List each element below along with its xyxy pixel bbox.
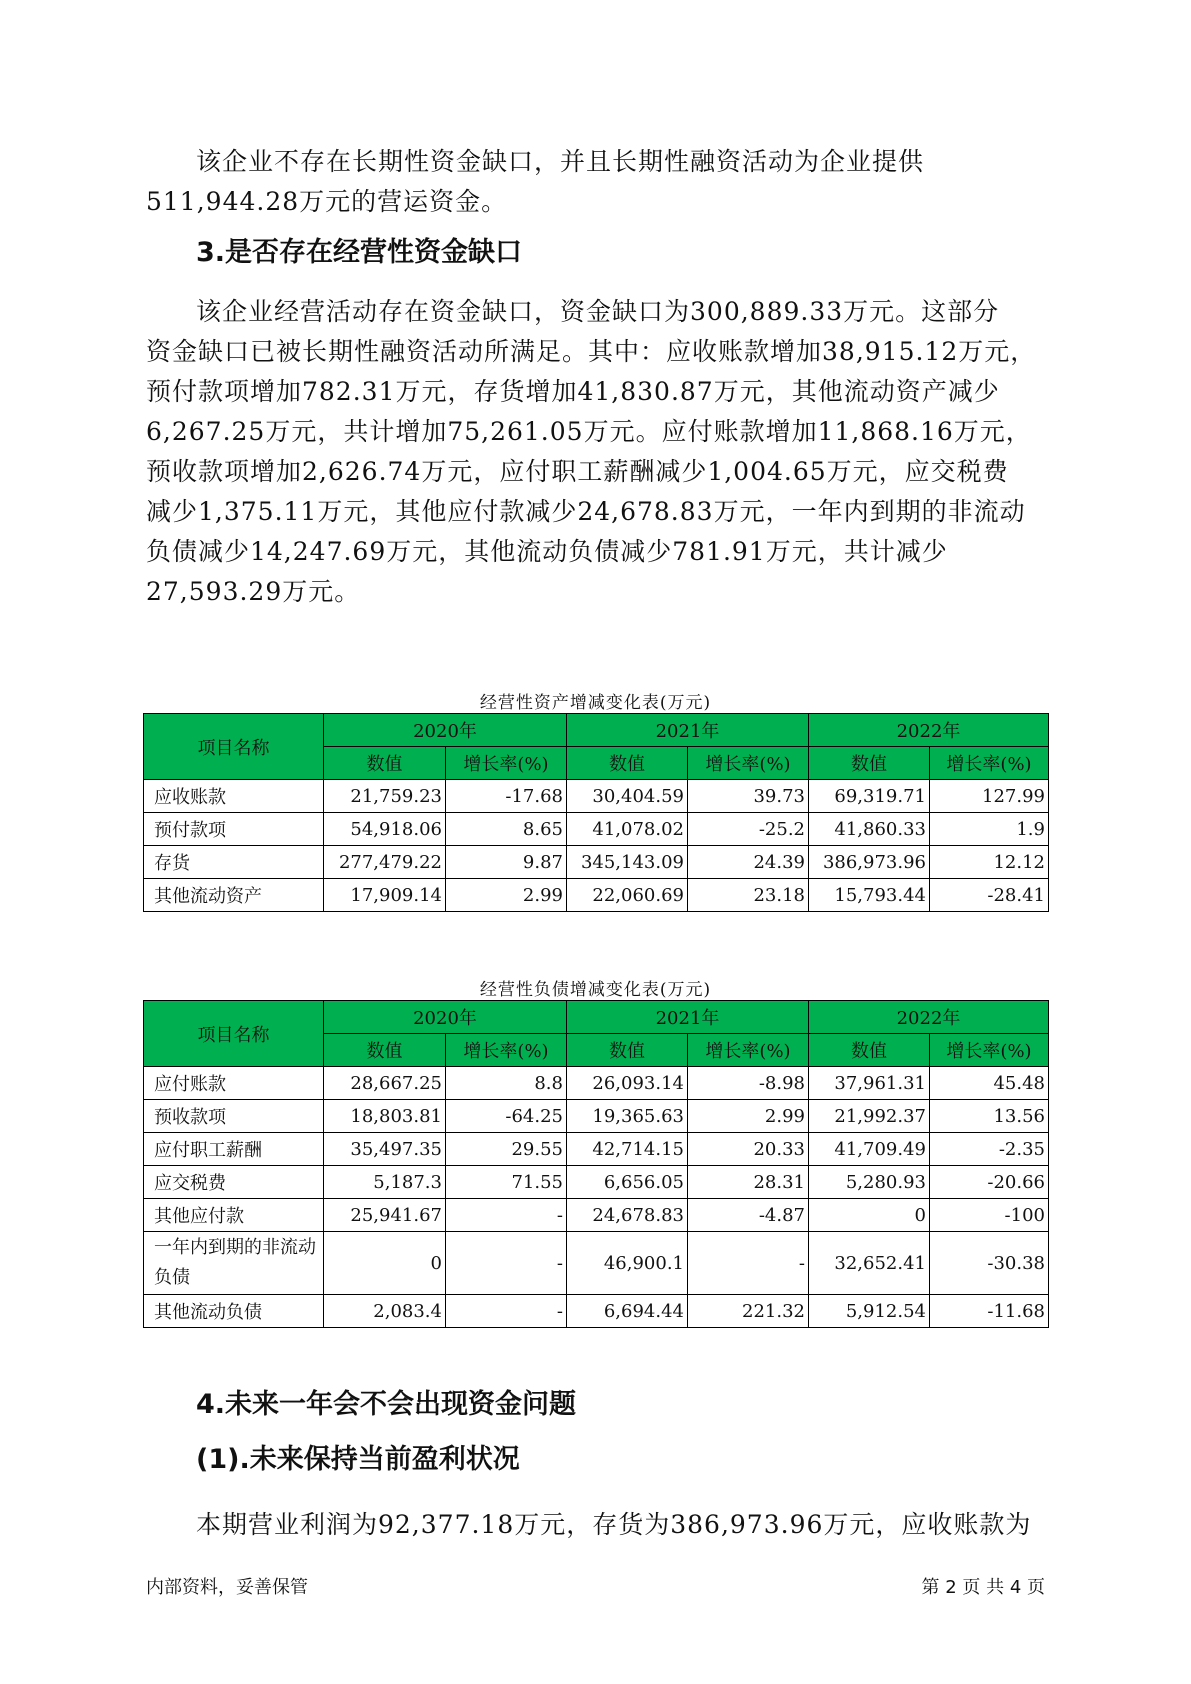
value-header: 数值 [809,747,930,780]
table-row [144,1133,1049,1166]
text-line: 该企业经营活动存在资金缺口，资金缺口为300,889.33万元。这部分 [196,297,1000,326]
year-header: 2022年 [809,714,1049,747]
growth-rate-header: 增长率(%) [930,1034,1049,1067]
paragraph-profit [146,1505,1066,1545]
year-header: 2020年 [324,714,567,747]
growth-rate-cell: -100 [930,1199,1049,1232]
growth-rate-cell: -2.35 [930,1133,1049,1166]
value-cell: 42,714.15 [567,1133,688,1166]
growth-rate-cell: 2.99 [446,879,567,912]
value-cell: 5,280.93 [809,1166,930,1199]
growth-rate-cell: -30.38 [930,1232,1049,1295]
value-cell: 6,656.05 [567,1166,688,1199]
section-heading: 3.是否存在经营性资金缺口 [196,237,523,268]
growth-rate-cell: 71.55 [446,1166,567,1199]
growth-rate-cell: - [446,1295,567,1328]
value-header: 数值 [567,747,688,780]
row-item-name: 应付账款 [144,1067,324,1100]
growth-rate-cell: - [688,1232,809,1295]
value-cell: 0 [324,1232,446,1295]
row-item-name: 应交税费 [144,1166,324,1199]
value-cell: 17,909.14 [324,879,446,912]
table-row [144,1295,1049,1328]
growth-rate-cell: 39.73 [688,780,809,813]
row-item-name: 存货 [144,846,324,879]
row-item-name: 其他应付款 [144,1199,324,1232]
operating-assets-table [143,713,1049,912]
growth-rate-cell: 8.8 [446,1067,567,1100]
text-line: 负债减少14,247.69万元，其他流动负债减少781.91万元，共计减少 [146,537,948,566]
paragraph-operating-gap [146,292,1066,612]
growth-rate-header: 增长率(%) [688,1034,809,1067]
row-item-name: 其他流动资产 [144,879,324,912]
value-cell: 25,941.67 [324,1199,446,1232]
growth-rate-cell: 9.87 [446,846,567,879]
growth-rate-cell: 12.12 [930,846,1049,879]
growth-rate-cell: 1.9 [930,813,1049,846]
table-row [144,1166,1049,1199]
value-header: 数值 [567,1034,688,1067]
value-cell: 386,973.96 [809,846,930,879]
table-row [144,879,1049,912]
table-row [144,1100,1049,1133]
value-cell: 24,678.83 [567,1199,688,1232]
growth-rate-cell: 2.99 [688,1100,809,1133]
section-heading: 4.未来一年会不会出现资金问题 [196,1389,577,1420]
table-row [144,1199,1049,1232]
value-cell: 41,709.49 [809,1133,930,1166]
growth-rate-cell: 8.65 [446,813,567,846]
growth-rate-cell: 29.55 [446,1133,567,1166]
value-cell: 30,404.59 [567,780,688,813]
value-cell: 15,793.44 [809,879,930,912]
value-cell: 54,918.06 [324,813,446,846]
growth-rate-header: 增长率(%) [930,747,1049,780]
text-line: 该企业不存在长期性资金缺口，并且长期性融资活动为企业提供 [196,147,925,176]
footer-page-number: 第 2 页 共 4 页 [921,1577,1045,1598]
row-item-name: 一年内到期的非流动负债 [144,1232,324,1295]
item-name-header: 项目名称 [144,714,324,780]
growth-rate-cell: -17.68 [446,780,567,813]
value-cell: 26,093.14 [567,1067,688,1100]
growth-rate-cell: 13.56 [930,1100,1049,1133]
value-cell: 22,060.69 [567,879,688,912]
operating-liabilities-table [143,1000,1049,1328]
value-header: 数值 [324,747,446,780]
value-cell: 41,860.33 [809,813,930,846]
text-line: 本期营业利润为92,377.18万元，存货为386,973.96万元，应收账款为 [196,1510,1032,1539]
table-row [144,780,1049,813]
growth-rate-cell: -11.68 [930,1295,1049,1328]
growth-rate-cell: 127.99 [930,780,1049,813]
table-row [144,813,1049,846]
year-header: 2022年 [809,1001,1049,1034]
subsection-heading: (1).未来保持当前盈利状况 [196,1444,520,1475]
text-line: 预收款项增加2,626.74万元，应付职工薪酬减少1,004.65万元，应交税费 [146,457,1009,486]
growth-rate-cell: -8.98 [688,1067,809,1100]
value-cell: 21,992.37 [809,1100,930,1133]
value-cell: 345,143.09 [567,846,688,879]
value-cell: 5,912.54 [809,1295,930,1328]
row-item-name: 预付款项 [144,813,324,846]
row-item-name: 应收账款 [144,780,324,813]
growth-rate-cell: -4.87 [688,1199,809,1232]
value-cell: 32,652.41 [809,1232,930,1295]
value-header: 数值 [809,1034,930,1067]
growth-rate-cell: 45.48 [930,1067,1049,1100]
paragraph-long-term-gap [146,142,1066,222]
growth-rate-cell: 20.33 [688,1133,809,1166]
growth-rate-cell: - [446,1199,567,1232]
row-item-name: 其他流动负债 [144,1295,324,1328]
year-header: 2021年 [567,714,809,747]
value-cell: 19,365.63 [567,1100,688,1133]
value-cell: 5,187.3 [324,1166,446,1199]
table-caption: 经营性资产增减变化表(万元) [479,693,712,713]
value-cell: 35,497.35 [324,1133,446,1166]
growth-rate-cell: 24.39 [688,846,809,879]
growth-rate-header: 增长率(%) [688,747,809,780]
value-cell: 0 [809,1199,930,1232]
growth-rate-cell: 221.32 [688,1295,809,1328]
value-cell: 277,479.22 [324,846,446,879]
table-row [144,1067,1049,1100]
year-header: 2020年 [324,1001,567,1034]
value-cell: 18,803.81 [324,1100,446,1133]
value-cell: 28,667.25 [324,1067,446,1100]
table-row [144,846,1049,879]
growth-rate-cell: -20.66 [930,1166,1049,1199]
growth-rate-cell: - [446,1232,567,1295]
text-line: 资金缺口已被长期性融资活动所满足。其中：应收账款增加38,915.12万元， [146,337,1037,366]
growth-rate-cell: -64.25 [446,1100,567,1133]
footer-confidential-note: 内部资料，妥善保管 [146,1577,308,1598]
row-item-name: 预收款项 [144,1100,324,1133]
text-line: 预付款项增加782.31万元，存货增加41,830.87万元，其他流动资产减少 [146,377,1000,406]
growth-rate-header: 增长率(%) [446,747,567,780]
text-line: 511,944.28万元的营运资金。 [146,187,508,216]
value-cell: 6,694.44 [567,1295,688,1328]
table-caption: 经营性负债增减变化表(万元) [479,980,712,1000]
value-cell: 21,759.23 [324,780,446,813]
row-item-name: 应付职工薪酬 [144,1133,324,1166]
item-name-header: 项目名称 [144,1001,324,1067]
value-cell: 37,961.31 [809,1067,930,1100]
value-cell: 69,319.71 [809,780,930,813]
text-line: 6,267.25万元，共计增加75,261.05万元。应付账款增加11,868.16万元， [146,417,1032,446]
text-line: 减少1,375.11万元，其他应付款减少24,678.83万元，一年内到期的非流动 [146,497,1026,526]
text-line: 27,593.29万元。 [146,577,361,606]
growth-rate-cell: -25.2 [688,813,809,846]
growth-rate-cell: 28.31 [688,1166,809,1199]
table-row [144,1232,1049,1295]
value-cell: 2,083.4 [324,1295,446,1328]
value-header: 数值 [324,1034,446,1067]
value-cell: 41,078.02 [567,813,688,846]
growth-rate-header: 增长率(%) [446,1034,567,1067]
value-cell: 46,900.1 [567,1232,688,1295]
growth-rate-cell: 23.18 [688,879,809,912]
growth-rate-cell: -28.41 [930,879,1049,912]
year-header: 2021年 [567,1001,809,1034]
